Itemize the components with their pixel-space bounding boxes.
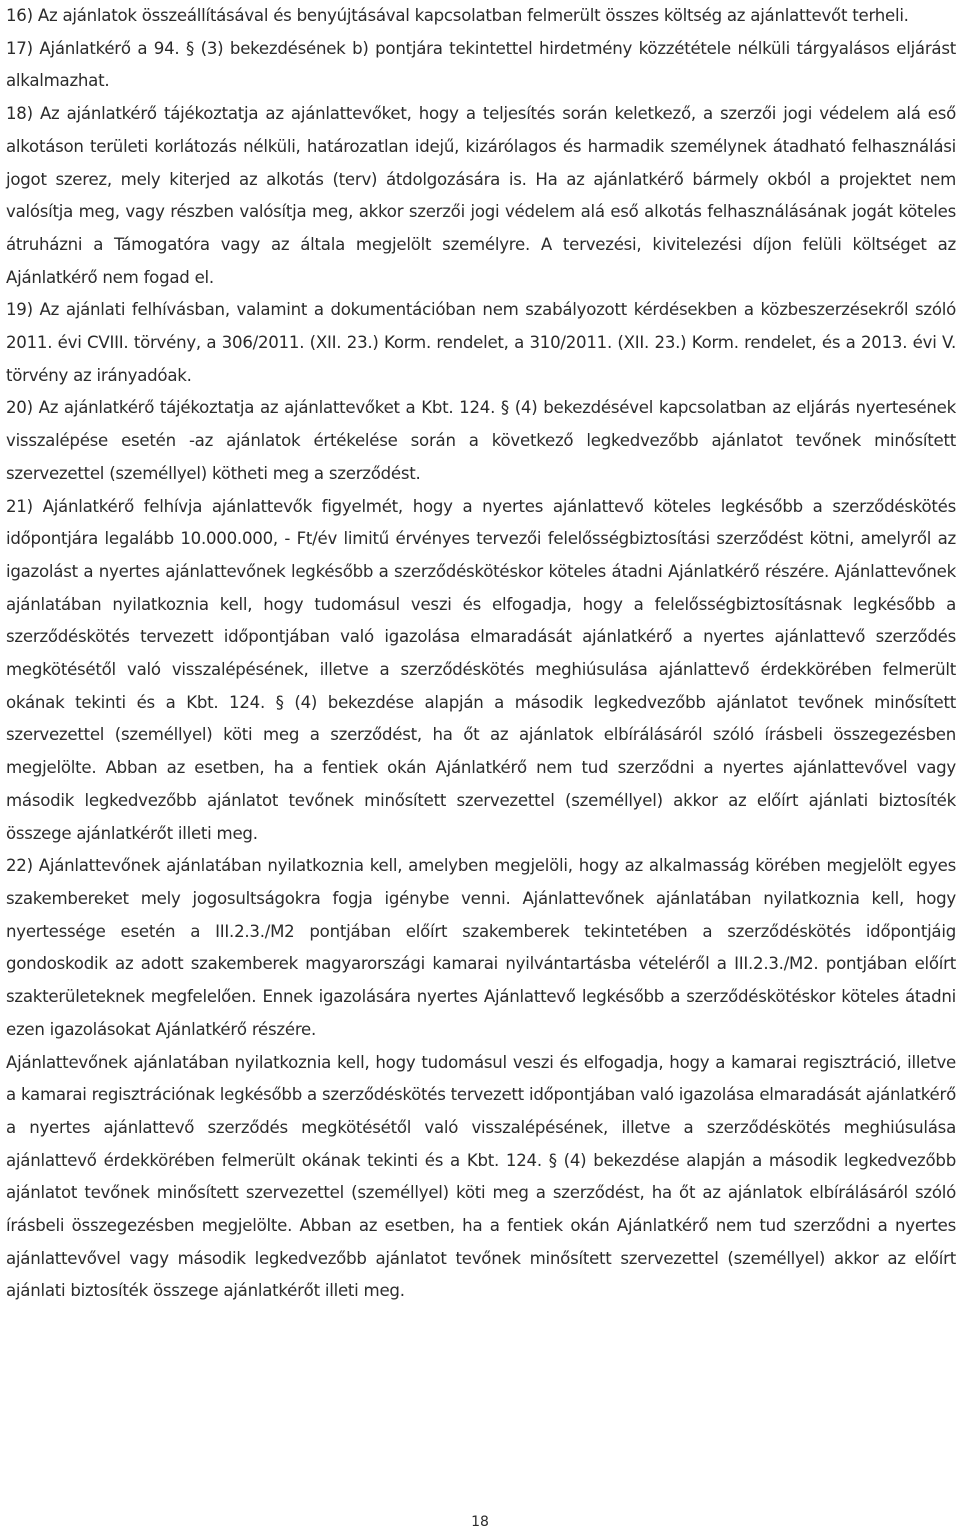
paragraph-22-continuation: Ajánlattevőnek ajánlatában nyilatkoznia kell, hogy tudomásul veszi és elfogadja, hogy a kamarai regisztráció, illetve a kamarai regisztrációnak legkésőbb a szerződéskötés tervezett időpontjában való igazolása elmaradását ajánlatkérő a nyertes ajánlattevő szerződés megkötésétől való visszalépésének, illetve a szerződéskötés meghiúsulása ajánlattevő érdekkörében felmerült okának tekinti és a Kbt. 124. § (4) bekezdése alapján a második legkedvezőbb ajánlatot tevőnek minősített szervezettel (személlyel) köti meg a szerződést, ha őt az ajánlatok elbírálásáról szóló írásbeli összegezésben megjelölte. Abban az esetben, ha a fentiek okán Ajánlatkérő nem tud szerződni a nyertes ajánlattevővel vagy második legkedvezőbb ajánlatot tevőnek minősített szervezettel (személlyel) akkor az előírt ajánlati biztosíték összege ajánlatkérőt illeti meg.	[6, 1052, 956, 1301]
paragraph-19: 19) Az ajánlati felhívásban, valamint a dokumentációban nem szabályozott kérdésekben a közbeszerzésekről szóló 2011. évi CVIII. törvény, a 306/2011. (XII. 23.) Korm. rendelet, a 310/2011. (XII. 23.) Korm. rendelet, és a 2013. évi V. törvény az irányadóak.	[6, 300, 956, 385]
document-body	[6, 0, 956, 1308]
paragraph-18: 18) Az ajánlatkérő tájékoztatja az ajánlattevőket, hogy a teljesítés során keletkező, a szerzői jogi védelem alá eső alkotáson területi korlátozás nélküli, határozatlan idejű, kizárólagos és harmadik személynek átadható felhasználási jogot szerez, mely kiterjed az alkotás (terv) átdolgozására is. Ha az ajánlatkérő bármely okból a projektet nem valósítja meg, vagy részben valósítja meg, akkor szerzői jogi védelem alá eső alkotás felhasználásának jogát köteles átruházni a Támogatóra vagy az általa megjelölt személyre. A tervezési, kivitelezési díjon felüli költséget az Ajánlatkérő nem fogad el.	[6, 104, 956, 287]
page-number: 18	[471, 1514, 489, 1530]
paragraph-22: 22) Ajánlattevőnek ajánlatában nyilatkoznia kell, amelyben megjelöli, hogy az alkalmasság körében megjelölt egyes szakembereket mely jogosultságokra fogja igénybe venni. Ajánlattevőnek ajánlatában nyilatkoznia kell, hogy nyertessége esetén a III.2.3./M2 pontjában előírt szakemberek tekintetében a szerződéskötés időpontjáig gondoskodik az adott szakemberek magyarországi kamarai nyilvántartásba vételéről a III.2.3./M2. pontjában előírt szakterületeknek megfelelően. Ennek igazolására nyertes Ajánlattevő legkésőbb a szerződéskötéskor köteles átadni ezen igazolásokat Ajánlatkérő részére.	[6, 856, 956, 1039]
paragraph-17: 17) Ajánlatkérő a 94. § (3) bekezdésének b) pontjára tekintettel hirdetmény közzététele nélküli tárgyalásos eljárást alkalmazhat.	[6, 38, 956, 91]
paragraph-21: 21) Ajánlatkérő felhívja ajánlattevők figyelmét, hogy a nyertes ajánlattevő köteles legkésőbb a szerződéskötés időpontjára legalább 10.000.000, - Ft/év limitű érvényes tervezői felelősségbiztosítási szerződést kötni, amelyről az igazolást a nyertes ajánlattevőnek legkésőbb a szerződéskötéskor köteles átadni Ajánlatkérő részére. Ajánlattevőnek ajánlatában nyilatkoznia kell, hogy tudomásul veszi és elfogadja, hogy a felelősségbiztosításnak legkésőbb a szerződéskötés tervezett időpontjában való igazolása elmaradását ajánlatkérő a nyertes ajánlattevő szerződés megkötésétől való visszalépésének, illetve a szerződéskötés meghiúsulása ajánlattevő érdekkörében felmerült okának tekinti és a Kbt. 124. § (4) bekezdése alapján a második legkedvezőbb ajánlatot tevőnek minősített szervezettel (személlyel) köti meg a szerződést, ha őt az ajánlatok elbírálásáról szóló írásbeli összegezésben megjelölte. Abban az esetben, ha a fentiek okán Ajánlatkérő nem tud szerződni a nyertes ajánlattevővel vagy második legkedvezőbb ajánlatot tevőnek minősített szervezettel (személlyel) akkor az előírt ajánlati biztosíték összege ajánlatkérőt illeti meg.	[6, 496, 956, 843]
paragraph-16: 16) Az ajánlatok összeállításával és benyújtásával kapcsolatban felmerült összes költség az ajánlattevőt terheli.	[6, 6, 909, 25]
paragraph-20: 20) Az ajánlatkérő tájékoztatja az ajánlattevőket a Kbt. 124. § (4) bekezdésével kapcsolatban az eljárás nyertesének visszalépése esetén -az ajánlatok értékelése során a következő legkedvezőbb ajánlatot tevőnek minősített szervezettel (személlyel) kötheti meg a szerződést.	[6, 398, 956, 483]
